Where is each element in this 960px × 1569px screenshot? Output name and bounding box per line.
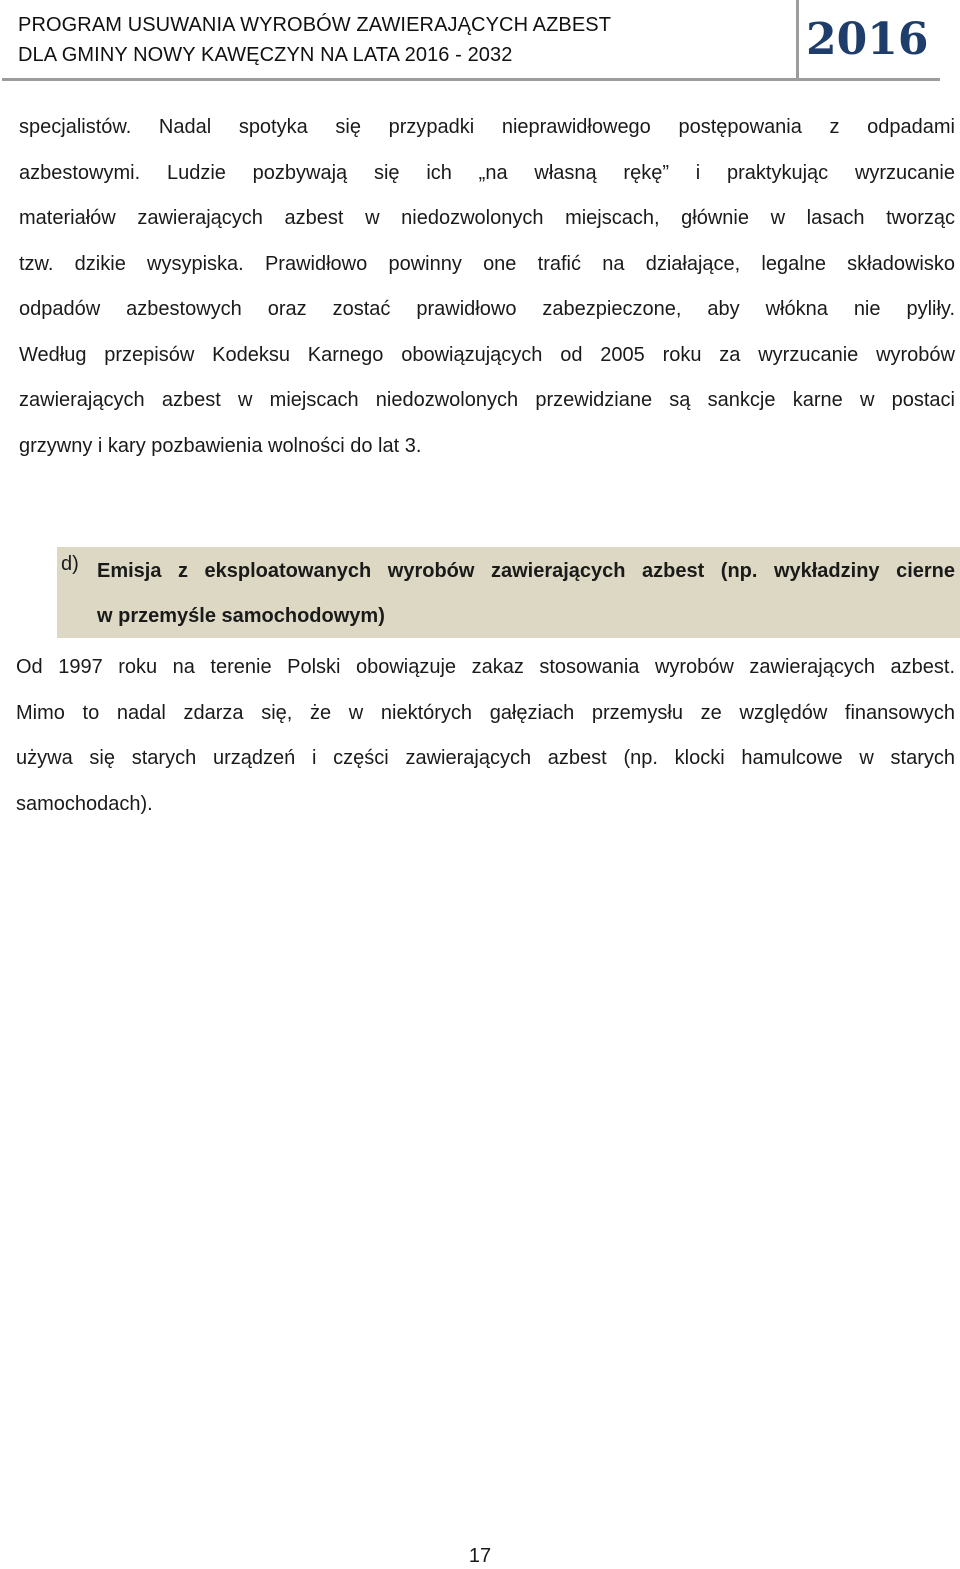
header-vertical-divider	[796, 0, 799, 81]
paragraph-line: Mimo to nadal zdarza się, że w niektórych gałęziach przemysłu ze względów finansowych	[16, 701, 955, 724]
section-heading	[97, 549, 955, 639]
section-heading-line-1: Emisja z eksploatowanych wyrobów zawierających azbest (np. wykładziny cierne	[97, 560, 955, 582]
page-header	[0, 0, 960, 86]
document-title-line-2: DLA GMINY NOWY KAWĘCZYN NA LATA 2016 - 2032	[18, 44, 513, 66]
paragraph-line: Od 1997 roku na terenie Polski obowiązuje zakaz stosowania wyrobów zawierających azbest.	[16, 656, 955, 678]
paragraph-asbestos-disposal	[19, 105, 955, 469]
year-underline	[799, 78, 940, 81]
document-title	[18, 10, 611, 70]
paragraph-line: odpadów azbestowych oraz zostać prawidłowo zabezpieczone, aby włókna nie pyliły.	[19, 298, 955, 320]
page-number: 17	[468, 1545, 492, 1567]
paragraph-line: Według przepisów Kodeksu Karnego obowiązujących od 2005 roku za wyrzucanie wyrobów	[19, 343, 955, 366]
paragraph-line: używa się starych urządzeń i części zawierających azbest (np. klocki hamulcowe w starych	[16, 747, 955, 769]
section-letter: d)	[61, 553, 79, 575]
paragraph-asbestos-ban	[16, 645, 955, 827]
paragraph-line: zawierających azbest w miejscach niedozwolonych przewidziane są sankcje karne w postaci	[19, 389, 955, 411]
header-year: 2016	[806, 14, 929, 65]
paragraph-line: tzw. dzikie wysypiska. Prawidłowo powinny one trafić na działające, legalne składowisko	[19, 252, 955, 275]
paragraph-line: specjalistów. Nadal spotyka się przypadki nieprawidłowego postępowania z odpadami	[19, 116, 955, 138]
paragraph-line: azbestowymi. Ludzie pozbywają się ich „na własną rękę” i praktykując wyrzucanie	[19, 161, 955, 184]
paragraph-line: grzywny i kary pozbawienia wolności do lat 3.	[19, 434, 422, 457]
document-title-line-1: PROGRAM USUWANIA WYROBÓW ZAWIERAJĄCYCH AZBEST	[18, 14, 612, 36]
paragraph-line: materiałów zawierających azbest w niedozwolonych miejscach, głównie w lasach tworząc	[19, 207, 955, 229]
section-heading-line-2: w przemyśle samochodowym)	[97, 605, 385, 627]
header-underline	[2, 78, 799, 81]
paragraph-line: samochodach).	[16, 792, 153, 815]
